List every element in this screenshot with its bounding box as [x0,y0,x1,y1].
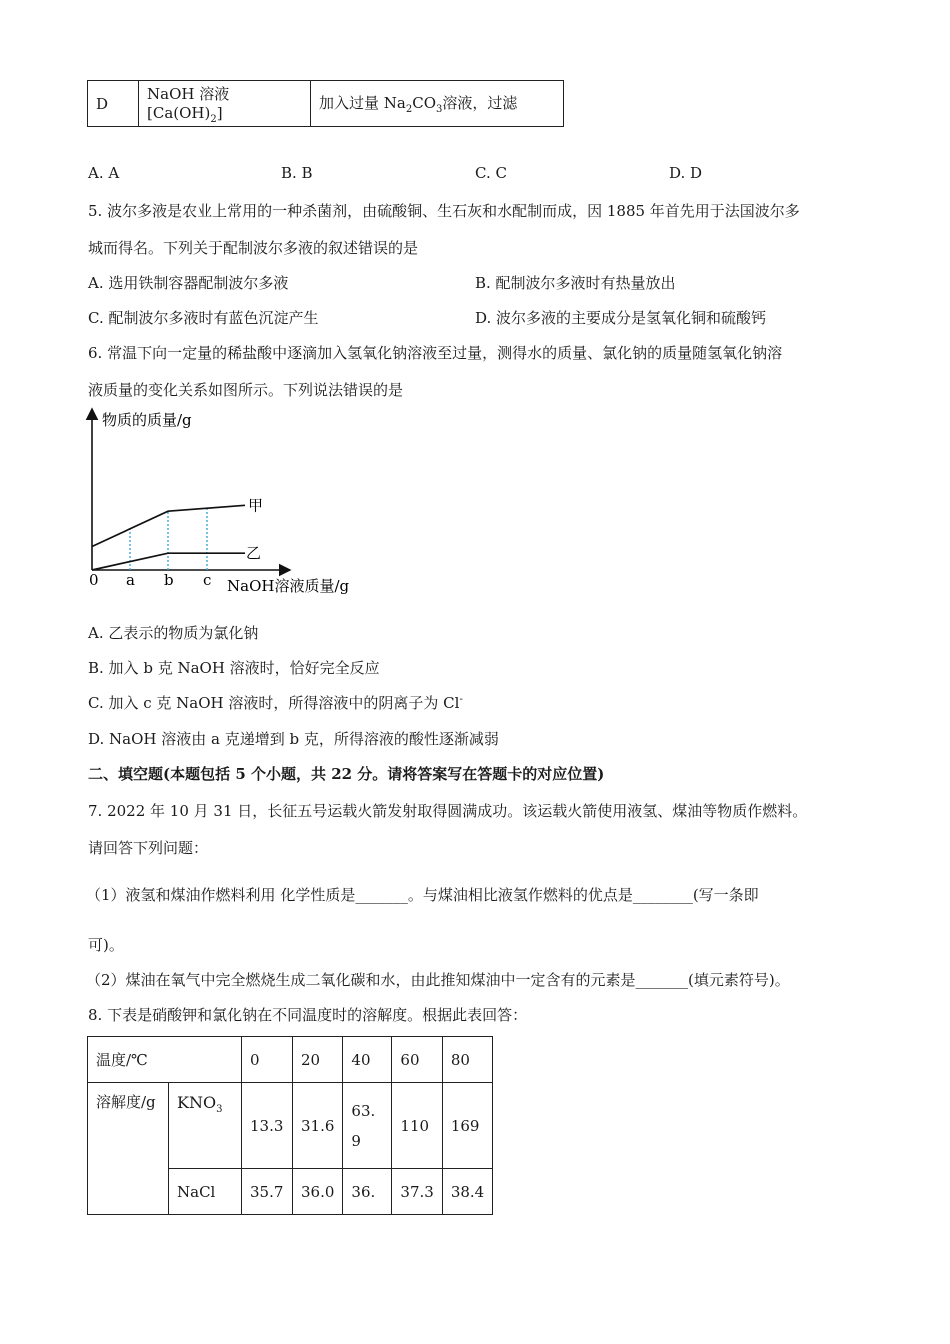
q6-option-b: B. 加入 b 克 NaOH 溶液时，恰好完全反应 [88,659,380,677]
nacl-40: 36. [343,1169,392,1215]
q6-stem-line1: 6. 常温下向一定量的稀盐酸中逐滴加入氢氧化钠溶液至过量，测得水的质量、氯化钠的质量随氢氧化钠溶 [88,344,783,362]
q7-part2: （2）煤油在氧气中完全燃烧生成二氧化碳和水，由此推知煤油中一定含有的元素是_______(填元素符号)。 [86,971,790,989]
q8-stem: 8. 下表是硝酸钾和氯化钠在不同温度时的溶解度。根据此表回答： [88,1006,528,1024]
q4-options [88,164,788,186]
kno3-label: $KNO_3$ [169,1083,242,1169]
row-d-substance: NaOH 溶液$[Ca(OH)_2]$ [139,81,311,127]
kno3-40: 63. 9 [343,1083,392,1169]
x-tick-0: 0 [89,571,99,589]
q7-stem-line2: 请回答下列问题： [88,839,209,857]
q6-option-d: D. NaOH 溶液由 a 克递增到 b 克，所得溶液的酸性逐渐减弱 [88,730,499,748]
nacl-0: 35.7 [242,1169,293,1215]
temp-40: 40 [343,1037,392,1083]
mass-chart [80,405,380,600]
q4-option-b: B. B [281,164,313,182]
solubility-header: 溶解度/g [88,1083,169,1215]
row-d-method: 加入过量 $Na_2CO_3$溶液，过滤 [311,81,564,127]
q6-option-c: C. 加入 c 克 NaOH 溶液时，所得溶液中的阴离子为 Cl- [88,694,463,712]
nacl-label: NaCl [169,1169,242,1215]
temp-header: 温度/℃ [88,1037,242,1083]
temp-60: 60 [392,1037,442,1083]
section-2-heading: 二、填空题(本题包括 5 个小题，共 22 分。请将答案写在答题卡的对应位置) [88,765,605,783]
q5-option-d: D. 波尔多液的主要成分是氢氧化铜和硫酸钙 [475,309,767,327]
q6-option-a: A. 乙表示的物质为氯化钠 [88,624,259,642]
q5-stem-line1: 5. 波尔多液是农业上常用的一种杀菌剂，由硫酸铜、生石灰和水配制而成，因 1885 年首先用于法国波尔多 [88,202,800,220]
temp-20: 20 [293,1037,343,1083]
nacl-60: 37.3 [392,1169,442,1215]
q7-part1: （1）液氢和煤油作燃料利用 化学性质是_______。与煤油相比液氢作燃料的优点是________(写一条即 [86,886,759,904]
q5-option-c: C. 配制波尔多液时有蓝色沉淀产生 [88,309,319,327]
q4-option-a: A. A [88,164,120,182]
x-axis-label: NaOH溶液质量/g [227,577,350,595]
row-d-label: D [88,81,139,127]
x-tick-b: b [164,571,174,589]
kno3-0: 13.3 [242,1083,293,1169]
x-tick-a: a [126,571,135,589]
series-label-2: 乙 [246,544,262,563]
temp-0: 0 [242,1037,293,1083]
q5-option-b: B. 配制波尔多液时有热量放出 [475,274,676,292]
temp-80: 80 [442,1037,492,1083]
nacl-80: 38.4 [442,1169,492,1215]
q6-stem-line2: 液质量的变化关系如图所示。下列说法错误的是 [88,381,404,399]
nacl-20: 36.0 [293,1169,343,1215]
kno3-60: 110 [392,1083,442,1169]
q5-stem-line2: 城而得名。下列关于配制波尔多液的叙述错误的是 [88,239,419,257]
reagent-table-row-d [87,80,564,127]
q7-part1-cont: 可)。 [88,936,124,954]
kno3-20: 31.6 [293,1083,343,1169]
q7-stem-line1: 7. 2022 年 10 月 31 日，长征五号运载火箭发射取得圆满成功。该运载火箭使用液氢、煤油等物质作燃料。 [88,802,808,820]
x-tick-c: c [203,571,212,589]
y-axis-label: 物质的质量/g [102,411,192,429]
kno3-80: 169 [442,1083,492,1169]
solubility-table [87,1036,493,1215]
series-label-1: 甲 [248,496,264,515]
q4-option-d: D. D [669,164,703,182]
q5-option-a: A. 选用铁制容器配制波尔多液 [88,274,289,292]
q4-option-c: C. C [475,164,507,182]
